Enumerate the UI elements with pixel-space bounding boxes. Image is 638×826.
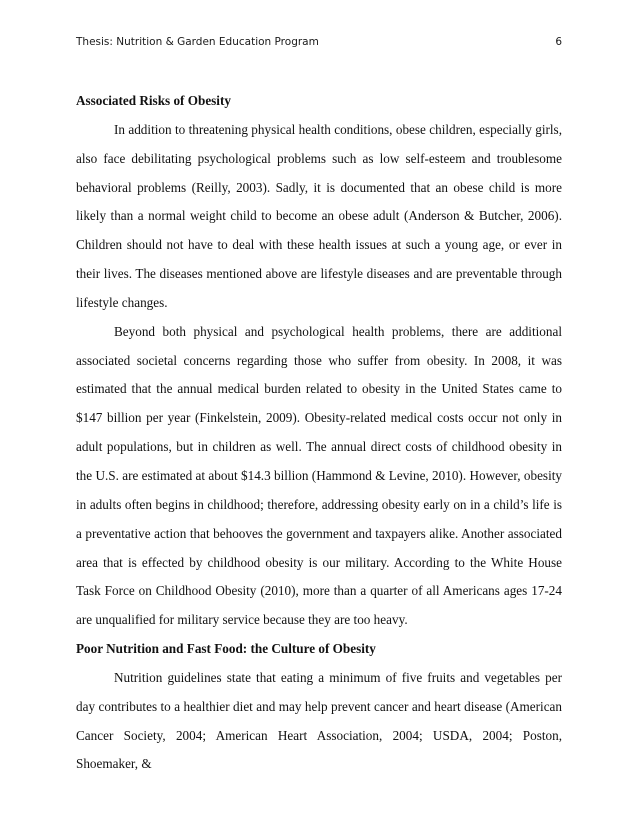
paragraph-nutrition-guidelines: Nutrition guidelines state that eating a minimum of five fruits and vegetables per day contributes to a healthier diet and may help prevent cancer and heart disease (American Cancer Society, 2004; American Heart Association, 2004; USDA, 2004; Poston, Shoemaker, & (76, 669, 562, 772)
section-heading-associated-risks: Associated Risks of Obesity (76, 93, 231, 108)
section-heading-poor-nutrition: Poor Nutrition and Fast Food: the Culture of Obesity (76, 641, 376, 657)
paragraph-psychological-problems: In addition to threatening physical health conditions, obese children, especially girls, also face debilitating psychological problems such as low self-esteem and troublesome behavioral problems (Reilly, 2003). Sadly, it is documented that an obese child is more likely than a normal weight child to become an obese adult (Anderson & Butcher, 2006). Children should not have to deal with these health issues at such a young age, or ever in their lives. The diseases mentioned above are lifestyle diseases and are preventable through lifestyle changes. (76, 121, 562, 310)
document-body (76, 87, 562, 779)
paragraph-societal-concerns: Beyond both physical and psychological health problems, there are additional associated societal concerns regarding those who suffer from obesity. In 2008, it was estimated that the annual medical burden related to obesity in the United States came to $147 billion per year (Finkelstein, 2009). Obesity-related medical costs occur not only in adult populations, but in children as well. The annual direct costs of childhood obesity in the U.S. are estimated at about $14.3 billion (Hammond & Levine, 2010). However, obesity in adults often begins in childhood; therefore, addressing obesity early on in a child’s life is a preventative action that behooves the government and taxpayers alike. Another associated area that is effected by childhood obesity is our military. According to the White House Task Force on Childhood Obesity (2010), more than a quarter of all Americans ages 17-24 are unqualified for military service because they are too heavy. (76, 323, 562, 628)
running-title: Thesis: Nutrition & Garden Education Program (76, 36, 319, 48)
page-number: 6 (555, 36, 562, 48)
running-head (76, 35, 562, 49)
